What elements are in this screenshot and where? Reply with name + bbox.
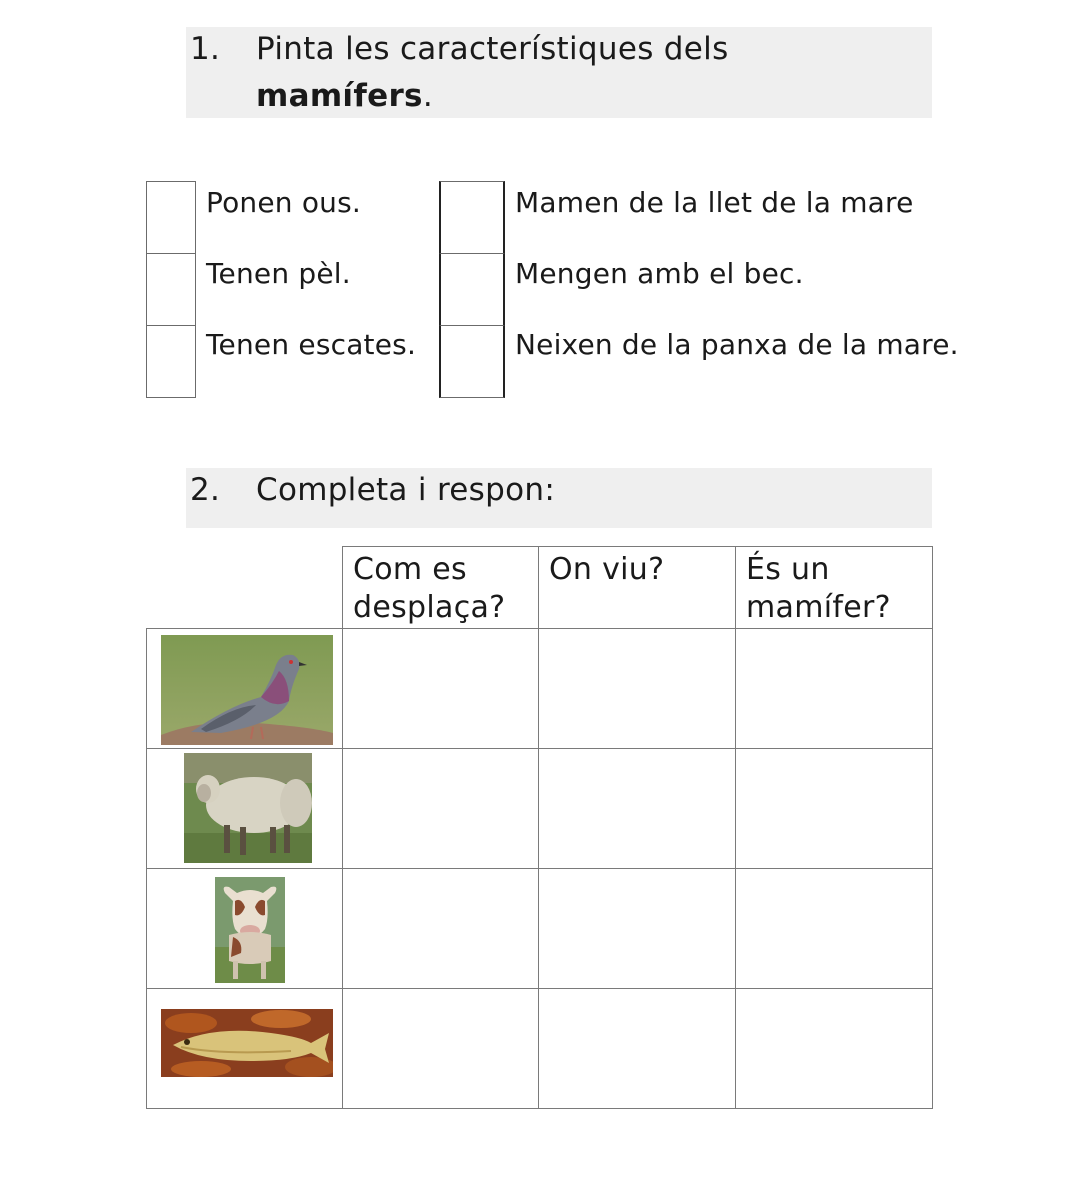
option-ponen-ous: Ponen ous. bbox=[206, 186, 362, 219]
checkbox-tenen-pel[interactable] bbox=[146, 253, 196, 327]
answer-cell[interactable] bbox=[736, 629, 933, 749]
cow-photo-icon bbox=[215, 877, 285, 983]
answer-cell[interactable] bbox=[736, 749, 933, 869]
header-cell-on-viu bbox=[539, 547, 736, 629]
animals-table bbox=[146, 546, 933, 1109]
answer-cell[interactable] bbox=[736, 989, 933, 1109]
checkbox-neixen-panxa[interactable] bbox=[439, 325, 505, 398]
answer-cell[interactable] bbox=[539, 869, 736, 989]
header-on-viu: On viu? bbox=[549, 552, 665, 587]
exercise-2-title: Completa i respon: bbox=[256, 472, 556, 508]
blank-corner-cell bbox=[147, 547, 343, 629]
checkbox-mamen-llet[interactable] bbox=[439, 181, 505, 255]
checkbox-tenen-escates[interactable] bbox=[146, 325, 196, 398]
header-com-es-desplaca: Com es desplaça? bbox=[353, 552, 506, 625]
option-neixen-panxa: Neixen de la panxa de la mare. bbox=[515, 328, 959, 361]
answer-cell[interactable] bbox=[343, 869, 539, 989]
answer-cell[interactable] bbox=[539, 629, 736, 749]
option-tenen-escates: Tenen escates. bbox=[206, 328, 417, 361]
exercise-1-title-bold: mamífers. bbox=[256, 78, 433, 114]
exercise-1-title: Pinta les característiques dels bbox=[256, 31, 729, 67]
option-tenen-pel: Tenen pèl. bbox=[206, 257, 351, 290]
table-row bbox=[147, 749, 933, 869]
answer-cell[interactable] bbox=[343, 629, 539, 749]
animal-image-cell bbox=[147, 749, 343, 869]
sheep-photo-icon bbox=[184, 753, 312, 863]
checkbox-ponen-ous[interactable] bbox=[146, 181, 196, 255]
answer-cell[interactable] bbox=[343, 749, 539, 869]
pigeon-photo-icon bbox=[161, 635, 333, 745]
table-row bbox=[147, 869, 933, 989]
answer-cell[interactable] bbox=[539, 749, 736, 869]
header-cell-es-un-mamifer bbox=[736, 547, 933, 629]
header-cell-com-es-desplaca bbox=[343, 547, 539, 629]
exercise-1-number: 1. bbox=[190, 31, 221, 67]
header-es-un-mamifer: És un mamífer? bbox=[746, 552, 891, 625]
animal-image-cell bbox=[147, 869, 343, 989]
option-mengen-bec: Mengen amb el bec. bbox=[515, 257, 804, 290]
answer-cell[interactable] bbox=[539, 989, 736, 1109]
animal-image-cell bbox=[147, 989, 343, 1109]
answer-cell[interactable] bbox=[343, 989, 539, 1109]
fish-photo-icon bbox=[161, 1009, 333, 1077]
option-mamen-llet: Mamen de la llet de la mare bbox=[515, 186, 914, 219]
table-row bbox=[147, 629, 933, 749]
checkbox-mengen-bec[interactable] bbox=[439, 253, 505, 327]
answer-cell[interactable] bbox=[736, 869, 933, 989]
table-header-row bbox=[147, 547, 933, 629]
exercise-2-number: 2. bbox=[190, 472, 221, 508]
table-row bbox=[147, 989, 933, 1109]
animal-image-cell bbox=[147, 629, 343, 749]
